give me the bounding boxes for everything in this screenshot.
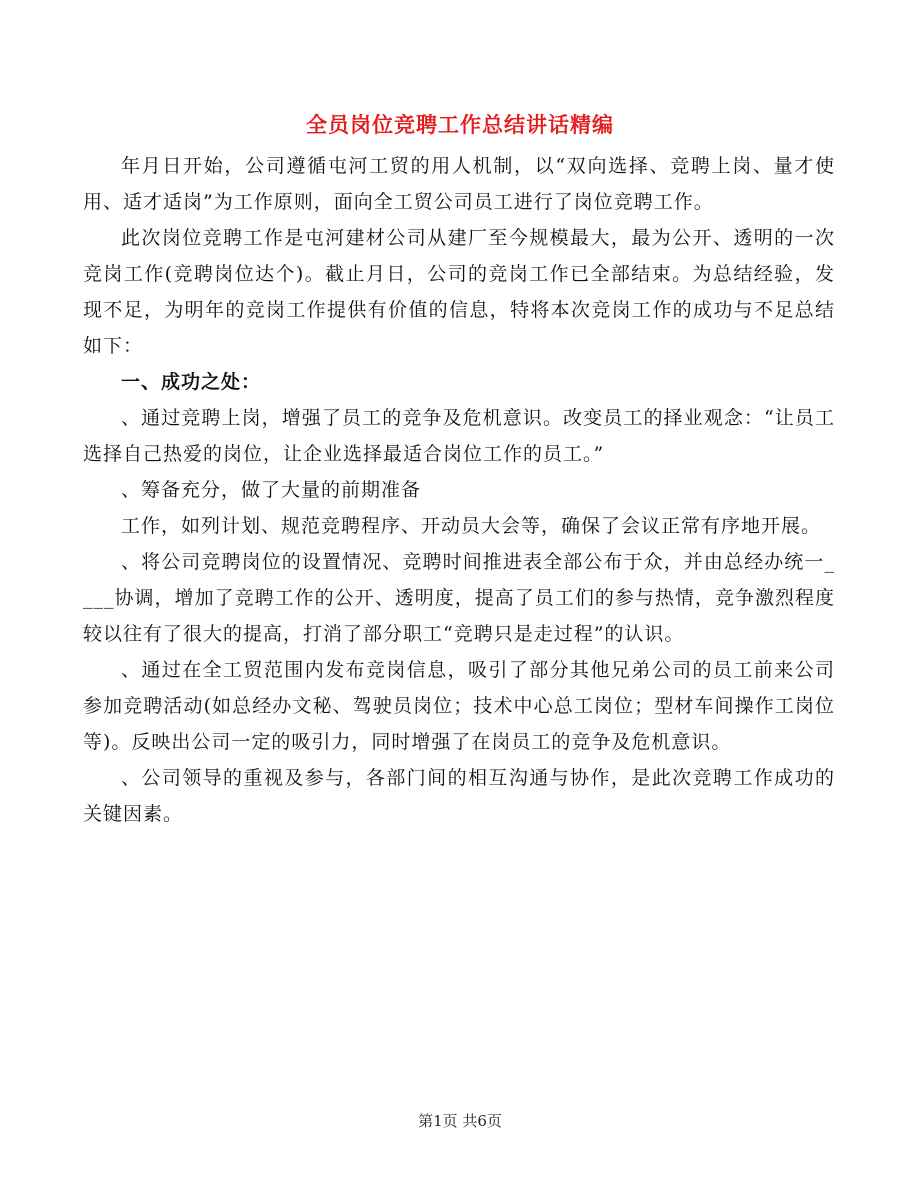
paragraph-point-2: 、筹备充分，做了大量的前期准备 <box>121 479 422 501</box>
paragraph-point-2-continued: 工作，如列计划、规范竞聘程序、开动员大会等，确保了会议正常有序地开展。 <box>121 515 822 537</box>
paragraph-overview: 此次岗位竞聘工作是屯河建材公司从建厂至今规模最大，最为公开、透明的一次竞岗工作(竞聘岗位达个)。截止月日，公司的竞岗工作已全部结束。为总结经验，发现不足，为明年的竞岗工作提供有价值的信息，特将本次竞岗工作的成功与不足总结如下： <box>83 227 835 357</box>
paragraph-point-4: 、通过在全工贸范围内发布竞岗信息，吸引了部分其他兄弟公司的员工前来公司参加竞聘活动(如总经办文秘、驾驶员岗位；技术中心总工岗位；型材车间操作工岗位等)。反映出公司一定的吸引力，同时增强了在岗员工的竞争及危机意识。 <box>83 659 835 753</box>
paragraph-intro: 年月日开始，公司遵循屯河工贸的用人机制，以“双向选择、竞聘上岗、量才使用、适才适岗”为工作原则，面向全工贸公司员工进行了岗位竞聘工作。 <box>83 155 835 213</box>
document-body <box>83 148 835 832</box>
paragraph-point-5: 、公司领导的重视及参与，各部门间的相互沟通与协作，是此次竞聘工作成功的关键因素。 <box>83 767 835 825</box>
document-title: 全员岗位竞聘工作总结讲话精编 <box>306 112 614 137</box>
paragraph-point-1: 、通过竞聘上岗，增强了员工的竞争及危机意识。改变员工的择业观念：“让员工选择自己热爱的岗位，让企业选择最适合岗位工作的员工。” <box>83 407 835 465</box>
paragraph-point-3: 、将公司竞聘岗位的设置情况、竞聘时间推进表全部公布于众，并由总经办统一____协调，增加了竞聘工作的公开、透明度，提高了员工们的参与热情，竞争激烈程度较以往有了很大的提高，打消了部分职工“竞聘只是走过程”的认识。 <box>83 551 835 645</box>
page-number-footer: 第1页 共6页 <box>418 1112 502 1130</box>
section-heading-successes: 一、成功之处： <box>121 371 262 393</box>
